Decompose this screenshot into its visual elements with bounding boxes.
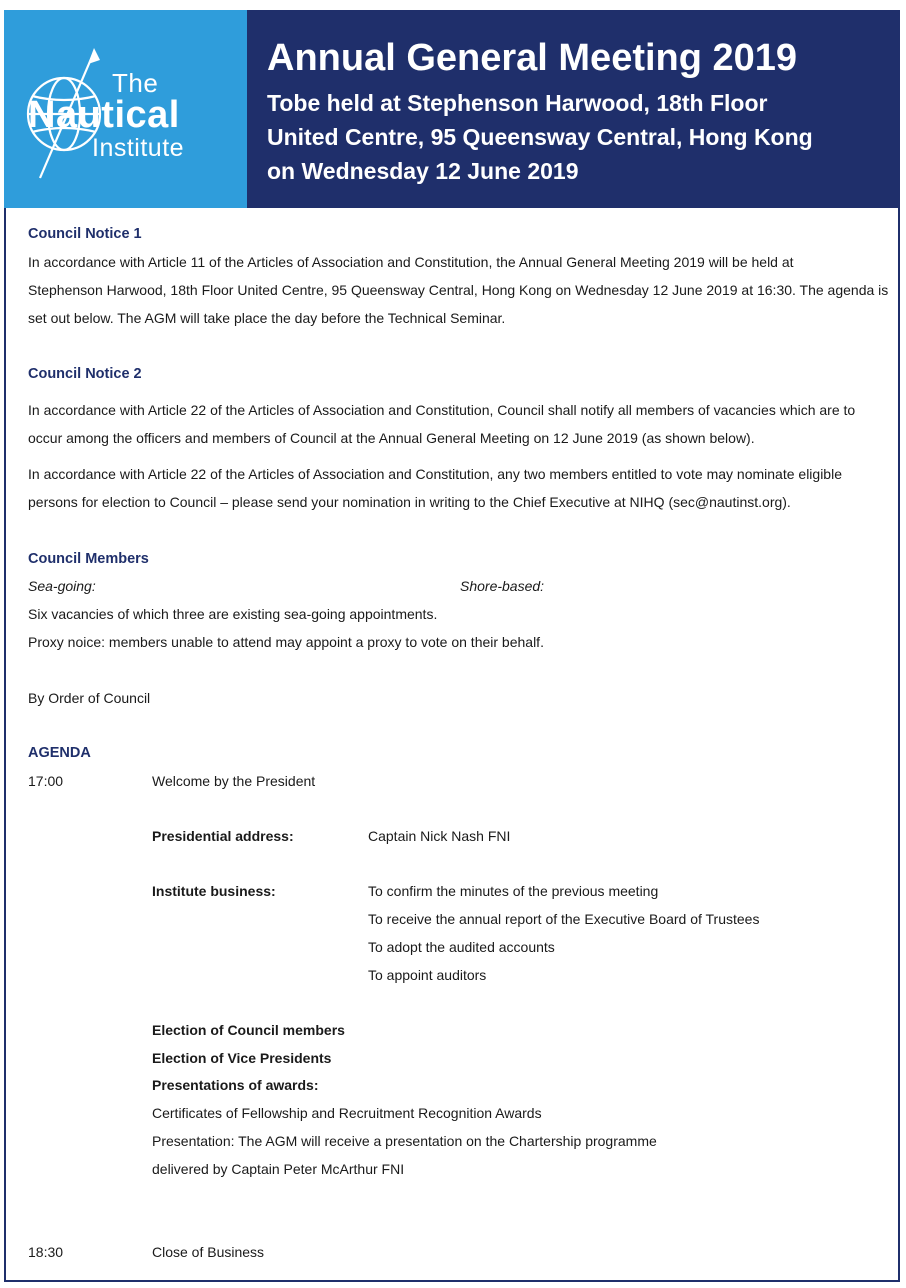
notice2-para2-line-2: persons for election to Council – please send your nomination in writing to the Chief Executive at NIHQ (sec@nautinst.org). bbox=[28, 494, 791, 510]
business-item-4: To appoint auditors bbox=[368, 967, 487, 983]
council-notice-2-heading: Council Notice 2 bbox=[28, 366, 142, 382]
logo-text-nautical: Nautical bbox=[28, 94, 180, 136]
election-vice-presidents: Election of Vice Presidents bbox=[152, 1050, 332, 1066]
presidential-address-value: Captain Nick Nash FNI bbox=[368, 828, 511, 844]
subtitle-line-1: Tobe held at Stephenson Harwood, 18th Floor bbox=[267, 90, 768, 116]
presentations-of-awards-label: Presentations of awards: bbox=[152, 1077, 319, 1093]
council-notice-1-heading: Council Notice 1 bbox=[28, 226, 142, 242]
agenda-welcome: Welcome by the President bbox=[152, 773, 316, 789]
presentation-line-1: Presentation: The AGM will receive a presentation on the Chartership programme bbox=[152, 1133, 657, 1149]
certificates-text: Certificates of Fellowship and Recruitment Recognition Awards bbox=[152, 1105, 542, 1121]
proxy-notice-text: Proxy noice: members unable to attend may appoint a proxy to vote on their behalf. bbox=[28, 634, 544, 650]
notice1-line-2: Stephenson Harwood, 18th Floor United Centre, 95 Queensway Central, Hong Kong on Wednesday 12 June 2019 at 16:30. The agenda is bbox=[28, 282, 889, 298]
presentation-line-2: delivered by Captain Peter McArthur FNI bbox=[152, 1161, 405, 1177]
sea-going-label: Sea-going: bbox=[28, 578, 96, 594]
page-title: Annual General Meeting 2019 bbox=[267, 37, 798, 79]
notice2-para1-line-2: occur among the officers and members of Council at the Annual General Meeting on 12 June 2019 (as shown below). bbox=[28, 430, 755, 446]
business-item-1: To confirm the minutes of the previous meeting bbox=[368, 883, 659, 899]
election-council-members: Election of Council members bbox=[152, 1022, 345, 1038]
agenda-heading: AGENDA bbox=[28, 745, 91, 761]
shore-based-label: Shore-based: bbox=[460, 578, 545, 594]
logo-text-institute: Institute bbox=[92, 134, 185, 162]
council-members-heading: Council Members bbox=[28, 551, 149, 567]
institute-business-label: Institute business: bbox=[152, 883, 276, 899]
agenda-end-time: 18:30 bbox=[28, 1244, 64, 1260]
subtitle-line-3: on Wednesday 12 June 2019 bbox=[267, 158, 579, 184]
notice2-para1-line-1: In accordance with Article 22 of the Articles of Association and Constitution, Council shall notify all members of vacancies which are to bbox=[28, 402, 856, 418]
header-banner bbox=[4, 10, 900, 208]
business-item-3: To adopt the audited accounts bbox=[368, 939, 555, 955]
subtitle-line-2: United Centre, 95 Queensway Central, Hong Kong bbox=[267, 124, 813, 150]
close-of-business: Close of Business bbox=[152, 1244, 265, 1260]
logo-panel bbox=[4, 10, 247, 208]
title-panel bbox=[247, 10, 900, 208]
notice1-line-3: set out below. The AGM will take place the day before the Technical Seminar. bbox=[28, 310, 506, 326]
by-order-text: By Order of Council bbox=[28, 690, 151, 706]
business-item-2: To receive the annual report of the Executive Board of Trustees bbox=[368, 911, 760, 927]
notice2-para2-line-1: In accordance with Article 22 of the Articles of Association and Constitution, any two members entitled to vote may nominate eligible bbox=[28, 466, 842, 482]
notice1-line-1: In accordance with Article 11 of the Articles of Association and Constitution, the Annual General Meeting 2019 will be held at bbox=[28, 254, 794, 270]
vacancies-text: Six vacancies of which three are existing sea-going appointments. bbox=[28, 606, 438, 622]
agenda-start-time: 17:00 bbox=[28, 773, 64, 789]
presidential-address-label: Presidential address: bbox=[152, 828, 294, 844]
logo-text-the: The bbox=[112, 68, 159, 98]
